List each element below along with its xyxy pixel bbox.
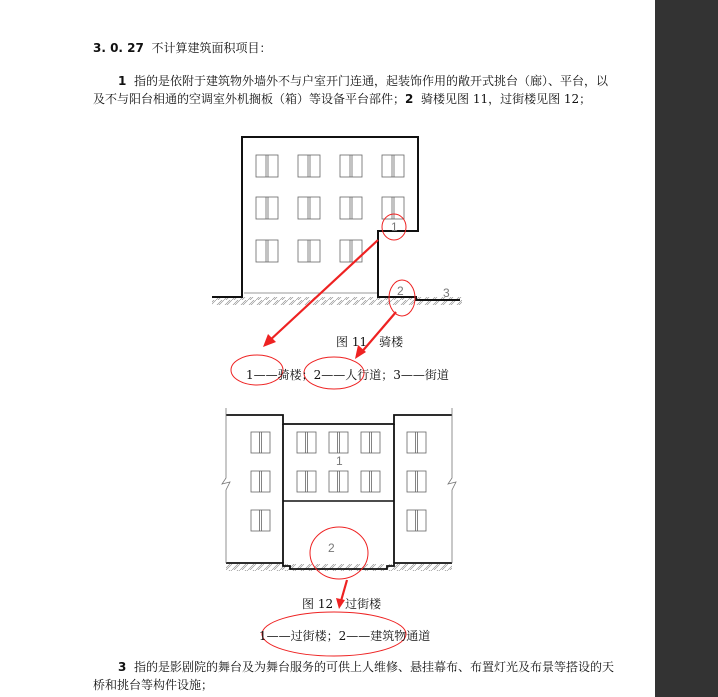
fig11-caption: 图 11 骑楼 (336, 335, 404, 349)
para-text: 指的是依附于建筑物外墙外不与户室开门连通，起装饰作用的敞开式挑台（廊）、平台，以 (134, 74, 609, 88)
window (297, 471, 316, 492)
annotation-arrow (268, 240, 378, 342)
window (298, 155, 320, 177)
para-text: 指的是影剧院的舞台及为舞台服务的可供上人维修、悬挂幕布、布置灯光及布景等搭设的天 (134, 660, 615, 674)
figure-11-building (212, 137, 462, 305)
fig12-label-1: 1 (336, 454, 343, 468)
window (407, 432, 426, 453)
window (251, 471, 270, 492)
window (297, 432, 316, 453)
figure-12-building (222, 408, 456, 571)
para3-line2: 桥和挑台等构件设施； (93, 678, 214, 692)
fig11-label-1: 1 (391, 220, 398, 234)
window (329, 432, 348, 453)
fig11-legend: 1——骑楼；2——人行道；3——街道 (246, 368, 449, 382)
red-annotations (231, 214, 415, 656)
fig11-label-3: 3 (443, 286, 450, 300)
fig12-caption: 图 12 过街楼 (302, 597, 382, 611)
window (298, 240, 320, 262)
window (256, 155, 278, 177)
para3-line1 (118, 659, 614, 675)
window (329, 471, 348, 492)
item-number: 1 (118, 74, 127, 88)
window (251, 510, 270, 531)
item-number: 3 (118, 660, 127, 674)
fig12-label-2: 2 (328, 541, 335, 555)
window (256, 240, 278, 262)
section-title: 不计算建筑面积项目： (151, 41, 272, 55)
section-number: 3. 0. 27 (93, 41, 144, 55)
para-text: 及不与阳台相通的空调室外机搁板（箱）等设备平台部件； (93, 92, 406, 106)
window (361, 471, 380, 492)
window (382, 155, 404, 177)
window (256, 197, 278, 219)
window (340, 197, 362, 219)
window (298, 197, 320, 219)
window (407, 471, 426, 492)
window (340, 155, 362, 177)
window (407, 510, 426, 531)
para-text: 骑楼见图 11，过街楼见图 12； (421, 92, 592, 106)
window (361, 432, 380, 453)
annotation-circle (310, 527, 368, 579)
window (251, 432, 270, 453)
item-number: 2 (405, 92, 414, 106)
fig11-label-2: 2 (397, 284, 404, 298)
fig12-legend: 1——过街楼；2——建筑物通道 (259, 629, 431, 643)
